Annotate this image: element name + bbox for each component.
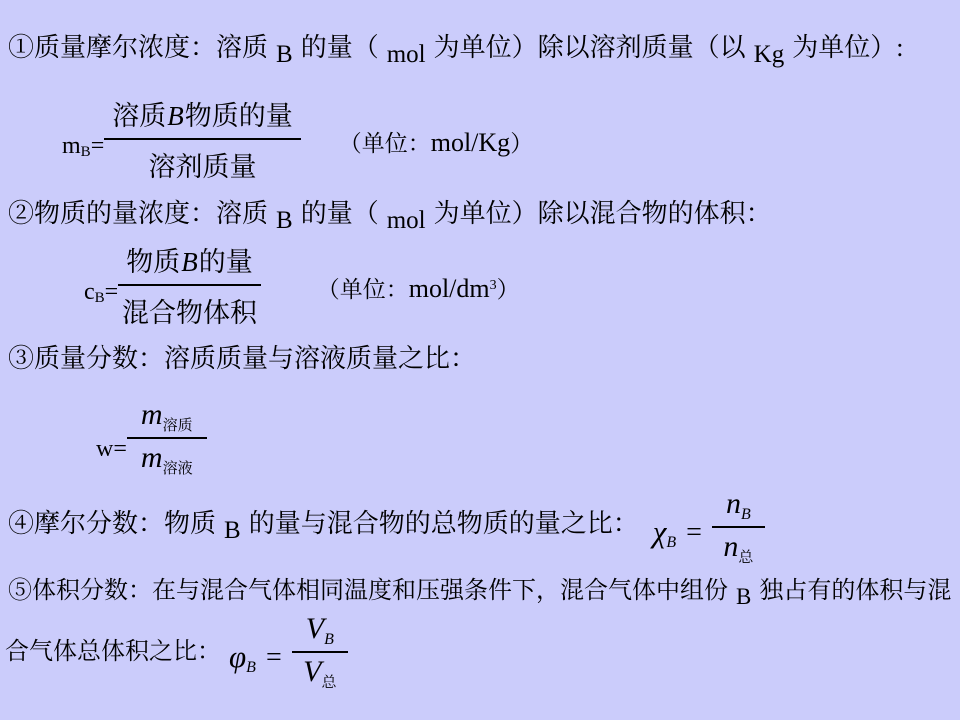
fraction-denominator: 溶剂质量 <box>148 152 257 182</box>
equals-sign: = <box>113 435 127 462</box>
definition-volume-fraction-line <box>8 574 951 614</box>
text-segment: 为单位）除以混合物的体积： <box>433 199 772 228</box>
definition-molality-line <box>8 31 903 72</box>
subscript-total: 总 <box>321 675 337 691</box>
mole-fraction-formula <box>653 487 765 567</box>
unit-label: （单位： <box>338 130 431 156</box>
fraction-numerator <box>292 612 348 653</box>
fraction-denominator: 混合物体积 <box>121 298 257 328</box>
unit-mol: mol <box>386 41 426 68</box>
fraction-numerator <box>712 487 765 528</box>
mass-fraction-formula <box>96 398 207 478</box>
subscript-B: B <box>246 659 256 676</box>
variable-n: n <box>723 530 739 563</box>
fraction-numerator <box>104 94 301 140</box>
unit-annotation <box>317 271 520 304</box>
variable-B: B <box>224 516 241 544</box>
molarity-formula <box>84 240 520 330</box>
unit-value: mol/dm <box>408 273 490 303</box>
unit-label: （单位： <box>316 276 409 302</box>
text-segment: 的量与混合物的总物质的量之比： <box>248 508 639 538</box>
text-segment: ⑤体积分数：在与混合气体相同温度和压强条件下，混合气体中组份 <box>8 578 728 604</box>
subscript-B: B <box>740 506 751 523</box>
definition-molarity-line <box>8 197 772 238</box>
equals-sign: = <box>686 517 702 548</box>
equals-sign: = <box>104 279 119 305</box>
formula-lhs <box>229 639 256 677</box>
symbol-phi: φ <box>229 639 247 674</box>
symbol-c: c <box>84 279 95 305</box>
text-segment: ④摩尔分数：物质 <box>8 508 217 538</box>
symbol-m: m <box>62 133 81 159</box>
fraction-denominator <box>303 653 336 692</box>
variable-B: B <box>181 247 198 277</box>
fraction <box>712 487 765 567</box>
text-segment: 的量（ <box>300 199 379 228</box>
formula-lhs <box>653 514 676 552</box>
unit-mol: mol <box>386 207 426 234</box>
symbol-chi: χ <box>652 514 667 549</box>
fraction <box>127 398 207 478</box>
text-segment: 独占有的体积与混 <box>759 578 952 604</box>
variable-B: B <box>276 41 293 68</box>
unit-close: ） <box>496 276 520 302</box>
subscript-B: B <box>94 290 105 306</box>
text-segment: ①质量摩尔浓度：溶质 <box>8 33 269 62</box>
text-segment: 溶质 <box>112 101 167 131</box>
formula-lhs <box>62 133 104 161</box>
text-segment: 物质的量 <box>184 101 293 131</box>
variable-B: B <box>276 207 293 234</box>
equals-sign: = <box>265 642 282 673</box>
text-segment: ③质量分数：溶质质量与溶液质量之比： <box>8 344 477 373</box>
fraction-denominator <box>141 439 193 478</box>
volume-fraction-continuation <box>5 612 348 692</box>
unit-kg: Kg <box>753 41 785 68</box>
text-segment: 合气体总体积之比： <box>5 639 221 665</box>
variable-n: n <box>725 487 741 520</box>
text-segment: 为单位）: <box>792 33 904 62</box>
fraction <box>104 94 301 184</box>
unit-annotation <box>339 125 533 158</box>
text-wrap <box>8 507 639 548</box>
variable-m: m <box>140 441 163 474</box>
formula-lhs <box>84 279 118 307</box>
fraction <box>292 612 348 692</box>
symbol-w: w <box>96 435 114 462</box>
variable-m: m <box>140 398 163 431</box>
text-segment: 物质 <box>126 247 181 277</box>
subscript-B: B <box>666 534 677 551</box>
formula-lhs <box>96 436 127 463</box>
unit-exponent: 3 <box>489 277 497 293</box>
subscript-solute: 溶质 <box>162 418 193 434</box>
unit-value: mol/Kg <box>430 127 511 157</box>
definition-mass-fraction-line <box>8 342 476 376</box>
volume-fraction-formula <box>229 612 348 692</box>
text-segment: 为单位）除以溶剂质量（以 <box>433 33 746 62</box>
unit-close: ） <box>510 130 534 156</box>
text-segment: 的量 <box>198 247 253 277</box>
fraction-denominator <box>723 528 753 567</box>
variable-V: V <box>303 655 322 688</box>
text-segment: ②物质的量浓度：溶质 <box>8 199 269 228</box>
variable-V: V <box>305 612 325 645</box>
fraction-numerator <box>118 240 261 286</box>
equals-sign: = <box>90 133 105 159</box>
subscript-B: B <box>80 144 91 160</box>
definition-mole-fraction-line <box>8 487 765 567</box>
variable-B: B <box>167 101 184 131</box>
molality-formula <box>62 94 533 184</box>
variable-B: B <box>736 584 752 609</box>
subscript-B: B <box>324 631 334 648</box>
text-segment: 的量（ <box>300 33 379 62</box>
subscript-total: 总 <box>738 550 754 566</box>
subscript-solution: 溶液 <box>162 461 193 477</box>
fraction <box>118 240 261 330</box>
fraction-numerator <box>127 398 207 439</box>
